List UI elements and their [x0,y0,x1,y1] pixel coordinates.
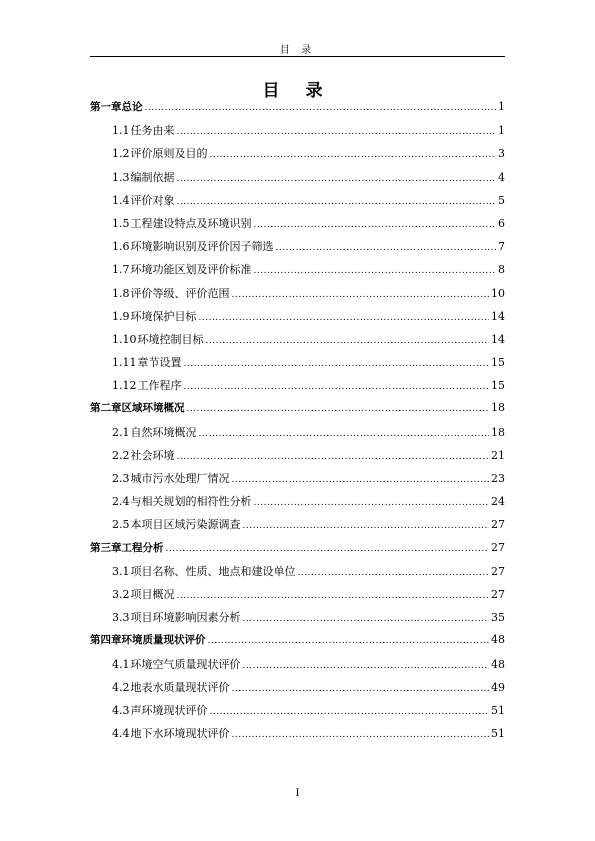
toc-entry-page: 49 [491,680,505,694]
toc-entry-label: 地下水环境现状评价 [130,727,230,741]
toc-entry-page: 51 [491,703,505,717]
toc-entry-label: 任务由来 [130,124,175,138]
toc-entry-number: 1.1 [112,124,130,138]
toc-entry-label: 地表水质量现状评价 [130,680,230,694]
toc-entry-number: 4.1 [112,657,130,671]
toc-entry-label: 环境保护目标 [130,309,197,323]
dot-leader [184,382,490,392]
toc-entry-number: 1.10 [112,332,137,346]
toc-entry-page: 18 [491,401,505,415]
dot-leader [232,730,490,740]
toc-section-entry[interactable] [90,285,505,308]
dot-leader [199,313,490,323]
toc-entry-label: 工程建设特点及环境识别 [130,216,252,230]
toc-entry-number: 1.12 [112,379,137,393]
dot-leader [177,197,497,207]
toc-section-entry[interactable] [90,122,505,145]
toc-entry-label: 声环境现状评价 [130,703,208,717]
toc-section-entry[interactable] [90,493,505,516]
toc-entry-label: 本项目区域污染源调查 [130,518,241,532]
toc-section-entry[interactable] [90,215,505,238]
dot-leader [187,404,490,414]
toc-entry-label: 环境质量现状评价 [121,634,206,647]
dot-leader [208,636,490,646]
dot-leader [254,266,497,276]
toc-section-entry[interactable] [90,656,505,679]
toc-entry-number: 1.8 [112,286,130,300]
dot-leader [232,684,490,694]
toc-entry-label: 项目环境影响因素分析 [130,611,241,625]
toc-section-entry[interactable] [90,447,505,470]
dot-leader [232,475,490,485]
toc-entry-number: 第一章 [90,101,122,113]
toc-entry-page: 18 [491,425,505,439]
toc-section-entry[interactable] [90,424,505,447]
toc-entry-page: 48 [491,633,505,647]
toc-entry-number: 4.3 [112,703,130,717]
page-number: I [295,788,300,799]
dot-leader [199,429,490,439]
toc-entry-page: 27 [491,518,505,532]
toc-entry-page: 1 [498,124,505,138]
toc-entry-number: 第四章 [90,634,122,647]
toc-entry-label: 环境影响识别及评价因子筛选 [130,240,274,254]
page-title: 目 录 [262,81,333,101]
dot-leader [177,127,497,137]
header-rule [90,56,505,57]
toc-entry-page: 14 [491,332,505,346]
dot-leader [177,591,490,601]
toc-chapter-entry[interactable] [90,99,505,122]
toc-section-entry[interactable] [90,679,505,702]
dot-leader [232,290,490,300]
toc-section-entry[interactable] [90,377,505,400]
toc-entry-page: 27 [491,540,505,554]
dot-leader [145,103,497,113]
dot-leader [276,243,497,253]
dot-leader [298,568,490,578]
toc-entry-number: 1.7 [112,263,130,277]
toc-entry-number: 1.11 [112,356,137,370]
dot-leader [243,661,490,671]
toc-section-entry[interactable] [90,563,505,586]
toc-entry-number: 1.3 [112,170,130,184]
toc-chapter-entry[interactable] [90,540,505,563]
toc-entry-number: 3.2 [112,587,130,601]
toc-entry-number: 3.1 [112,564,130,578]
toc-entry-label: 环境控制目标 [137,332,204,346]
toc-entry-number: 2.2 [112,448,130,462]
dot-leader [254,220,497,230]
toc-entry-label: 章节设置 [137,356,182,370]
table-of-contents [90,99,505,748]
toc-entry-page: 7 [498,240,505,254]
toc-entry-page: 24 [491,495,505,509]
toc-entry-page: 5 [498,193,505,207]
toc-entry-page: 23 [491,472,505,485]
toc-entry-label: 区域环境概况 [121,402,185,415]
dot-leader [177,174,497,184]
toc-entry-number: 第二章 [90,402,122,415]
toc-entry-page: 10 [491,286,505,300]
toc-entry-page: 27 [491,564,505,578]
toc-entry-page: 1 [498,100,505,113]
toc-entry-label: 项目名称、性质、地点和建设单位 [130,564,296,578]
toc-section-entry[interactable] [90,516,505,539]
dot-leader [177,452,490,462]
toc-entry-number: 4.4 [112,727,130,741]
toc-entry-label: 自然环境概况 [130,425,197,439]
toc-section-entry[interactable] [90,470,505,493]
dot-leader [243,521,490,531]
dot-leader [166,544,490,554]
toc-entry-number: 1.5 [112,216,130,230]
toc-entry-number: 2.1 [112,425,130,439]
running-header: 目 录 [279,45,316,56]
toc-entry-number: 2.3 [112,472,130,485]
toc-entry-page: 15 [491,356,505,370]
toc-entry-page: 35 [491,611,505,625]
toc-entry-page: 51 [491,727,505,741]
toc-entry-page: 4 [498,170,505,184]
toc-entry-label: 与相关规划的相符性分析 [130,495,252,509]
dot-leader [243,614,490,624]
toc-entry-page: 48 [491,657,505,671]
toc-section-entry[interactable] [90,609,505,632]
toc-section-entry[interactable] [90,145,505,168]
toc-entry-page: 27 [491,587,505,601]
dot-leader [210,150,497,160]
toc-entry-label: 总论 [121,101,143,113]
toc-entry-page: 15 [491,379,505,393]
toc-entry-label: 工程分析 [121,541,164,554]
dot-leader [210,707,490,717]
toc-section-entry[interactable] [90,261,505,284]
toc-entry-label: 社会环境 [130,448,175,462]
toc-entry-label: 环境功能区划及评价标准 [130,263,252,277]
dot-leader [254,498,490,508]
toc-entry-number: 1.6 [112,240,130,254]
toc-entry-label: 项目概况 [130,587,175,601]
dot-leader [206,336,490,346]
toc-entry-label: 评价等级、评价范围 [130,286,230,300]
toc-entry-number: 2.4 [112,495,130,509]
toc-section-entry[interactable] [90,192,505,215]
toc-section-entry[interactable] [90,354,505,377]
toc-entry-label: 工作程序 [137,379,182,393]
toc-entry-page: 6 [498,216,505,230]
toc-entry-number: 4.2 [112,680,130,694]
toc-entry-number: 3.3 [112,611,130,625]
dot-leader [184,359,490,369]
toc-entry-label: 城市污水处理厂情况 [130,472,230,485]
toc-section-entry[interactable] [90,308,505,331]
toc-section-entry[interactable] [90,169,505,192]
toc-entry-number: 1.4 [112,193,130,207]
toc-entry-number: 1.9 [112,309,130,323]
toc-section-entry[interactable] [90,725,505,748]
toc-entry-page: 14 [491,309,505,323]
toc-entry-label: 环境空气质量现状评价 [130,657,241,671]
toc-entry-page: 3 [498,147,505,161]
toc-entry-label: 评价原则及目的 [130,147,208,161]
toc-section-entry[interactable] [90,702,505,725]
toc-entry-page: 8 [498,263,505,277]
toc-entry-page: 21 [491,448,505,462]
toc-entry-label: 评价对象 [130,193,175,207]
toc-section-entry[interactable] [90,238,505,261]
toc-entry-number: 1.2 [112,147,130,161]
toc-chapter-entry[interactable] [90,632,505,655]
toc-section-entry[interactable] [90,331,505,354]
toc-entry-number: 2.5 [112,518,130,532]
toc-entry-label: 编制依据 [130,170,175,184]
toc-section-entry[interactable] [90,586,505,609]
toc-chapter-entry[interactable] [90,400,505,423]
toc-entry-number: 第三章 [90,541,122,554]
